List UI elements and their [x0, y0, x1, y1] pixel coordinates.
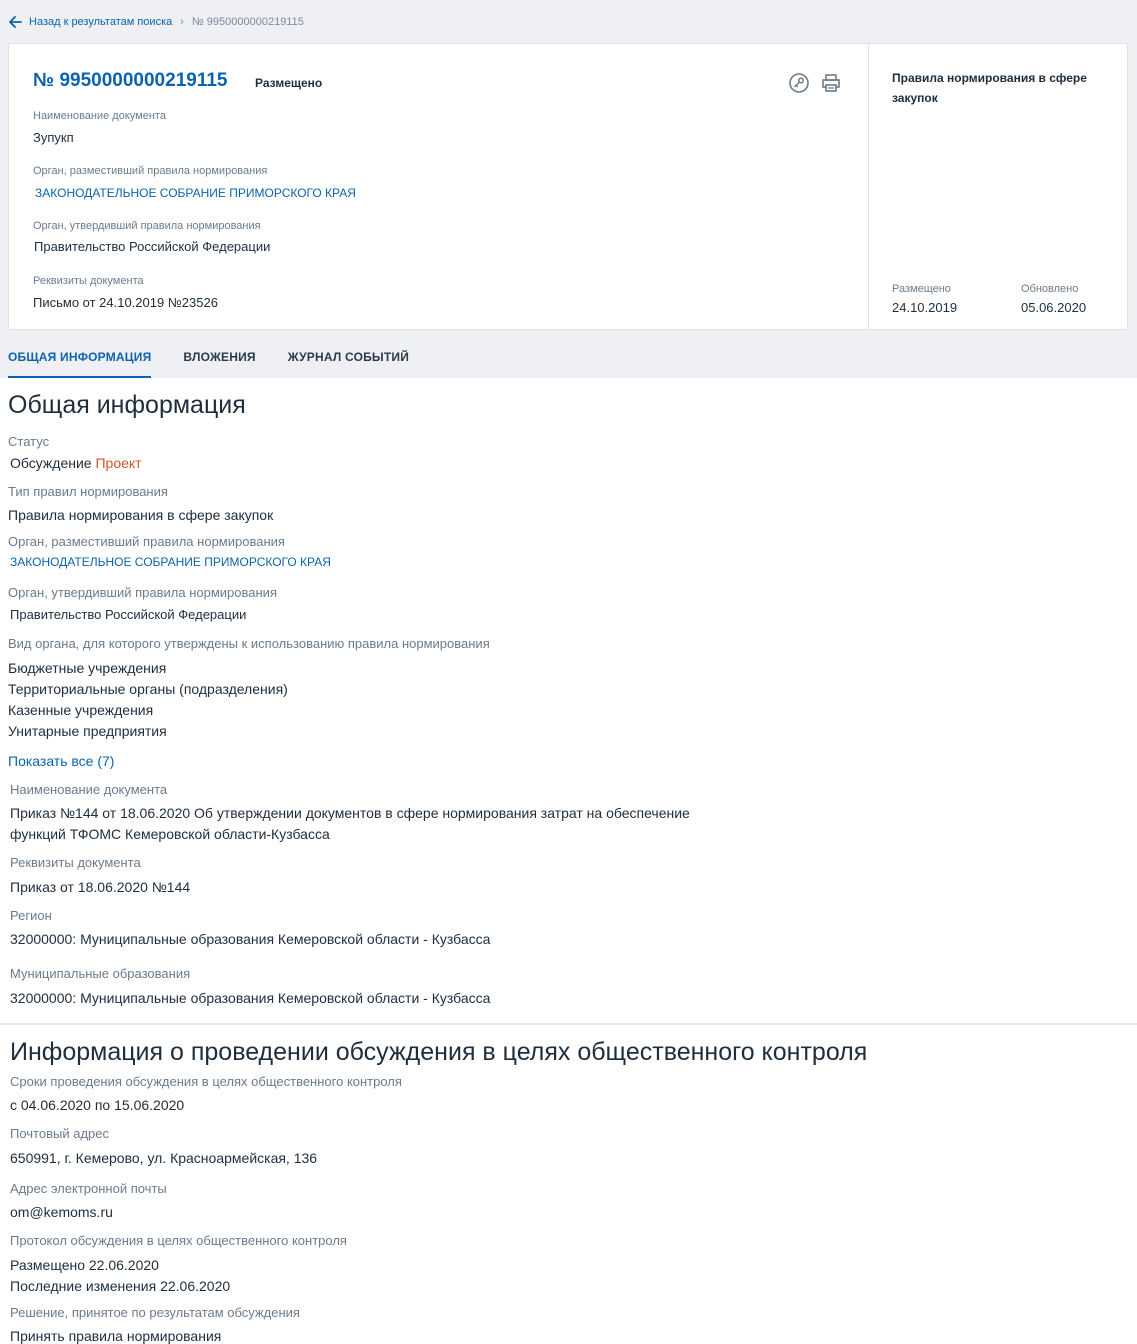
- updated-date-value: 05.06.2020: [1021, 300, 1087, 315]
- address-label: Почтовый адрес: [10, 1126, 109, 1141]
- decision-value: Принять правила нормирования: [10, 1328, 222, 1344]
- general-doc-name-value: [10, 803, 690, 845]
- document-number: № 9950000000219115: [33, 70, 228, 91]
- status-tag: Проект: [95, 455, 142, 471]
- rules-type-value: Правила нормирования в сфере закупок: [8, 507, 274, 523]
- status-label: Статус: [8, 434, 50, 449]
- document-card-side: [869, 44, 1127, 329]
- general-approved-by-value: Правительство Российской Федерации: [10, 607, 247, 622]
- municipal-label: Муниципальные образования: [10, 966, 191, 981]
- updated-date-label: Обновлено: [1021, 283, 1079, 295]
- municipal-value: 32000000: Муниципальные образования Кемеровской области - Кузбасса: [10, 990, 491, 1006]
- status-value: [10, 453, 142, 474]
- arrow-left-icon[interactable]: [8, 15, 22, 29]
- doc-name-line: функций ТФОМС Кемеровской области-Кузбасса: [10, 826, 330, 842]
- placed-by-label: Орган, разместивший правила нормирования: [33, 165, 268, 177]
- section-divider: [0, 1023, 1137, 1025]
- general-approved-by-label: Орган, утвердивший правила нормирования: [8, 585, 277, 600]
- list-item: Унитарные предприятия: [8, 723, 167, 739]
- placed-date-label: Размещено: [892, 283, 951, 295]
- back-to-results-link[interactable]: Назад к результатам поиска: [29, 16, 173, 28]
- general-info-title: Общая информация: [8, 391, 246, 419]
- document-card-main: [9, 44, 869, 329]
- breadcrumb: [8, 14, 304, 30]
- rules-type-label: Тип правил нормирования: [8, 484, 168, 499]
- tab-bar: [8, 340, 441, 378]
- protocol-value: [10, 1255, 230, 1297]
- period-value: с 04.06.2020 по 15.06.2020: [10, 1097, 185, 1113]
- decision-label: Решение, принятое по результатам обсуждения: [10, 1305, 300, 1320]
- placed-date-value: 24.10.2019: [892, 300, 958, 315]
- requisites-value: Письмо от 24.10.2019 №23526: [33, 295, 218, 310]
- status-text: Обсуждение: [10, 455, 92, 471]
- general-doc-name-label: Наименование документа: [10, 782, 168, 797]
- list-item: Казенные учреждения: [8, 702, 154, 718]
- breadcrumb-current: № 9950000000219115: [191, 16, 304, 28]
- document-status: Размещено: [255, 76, 323, 90]
- tab-general-info[interactable]: ОБЩАЯ ИНФОРМАЦИЯ: [8, 340, 151, 378]
- show-all-link[interactable]: Показать все (7): [8, 753, 115, 769]
- email-label: Адрес электронной почты: [10, 1181, 167, 1196]
- region-label: Регион: [10, 908, 52, 923]
- doc-name-label: Наименование документа: [33, 110, 166, 122]
- tab-event-log[interactable]: ЖУРНАЛ СОБЫТИЙ: [287, 350, 410, 364]
- doc-name-line: Приказ №144 от 18.06.2020 Об утверждении документов в сфере нормирования затрат на обеспечение: [10, 805, 690, 821]
- org-kind-list: [8, 658, 288, 742]
- protocol-label: Протокол обсуждения в целях общественного контроля: [10, 1233, 347, 1248]
- email-value: om@kemoms.ru: [10, 1204, 113, 1220]
- doc-name-value: Зупукп: [33, 130, 74, 145]
- discussion-title: Информация о проведении обсуждения в целях общественного контроля: [10, 1038, 868, 1066]
- document-card: [8, 43, 1128, 330]
- list-item: Бюджетные учреждения: [8, 660, 167, 676]
- general-requisites-value: Приказ от 18.06.2020 №144: [10, 879, 191, 895]
- tab-attachments[interactable]: ВЛОЖЕНИЯ: [183, 350, 256, 364]
- period-label: Сроки проведения обсуждения в целях общественного контроля: [10, 1074, 402, 1089]
- list-item: Территориальные органы (подразделения): [8, 681, 288, 697]
- address-value: 650991, г. Кемерово, ул. Красноармейская, 136: [10, 1150, 318, 1166]
- printer-icon[interactable]: [820, 72, 842, 94]
- general-placed-by-link[interactable]: ЗАКОНОДАТЕЛЬНОЕ СОБРАНИЕ ПРИМОРСКОГО КРАЯ: [10, 555, 331, 569]
- protocol-changed: Последние изменения 22.06.2020: [10, 1278, 231, 1294]
- requisites-label: Реквизиты документа: [33, 275, 144, 287]
- region-value: 32000000: Муниципальные образования Кемеровской области - Кузбасса: [10, 931, 491, 947]
- approved-by-label: Орган, утвердивший правила нормирования: [33, 220, 261, 232]
- org-kind-label: Вид органа, для которого утверждены к использованию правила нормирования: [8, 636, 490, 651]
- general-requisites-label: Реквизиты документа: [10, 855, 141, 870]
- general-placed-by-label: Орган, разместивший правила нормирования: [8, 534, 285, 549]
- approved-by-value: Правительство Российской Федерации: [34, 239, 271, 254]
- placed-by-link[interactable]: ЗАКОНОДАТЕЛЬНОЕ СОБРАНИЕ ПРИМОРСКОГО КРАЯ: [35, 186, 356, 200]
- key-icon[interactable]: [788, 72, 810, 94]
- protocol-placed: Размещено 22.06.2020: [10, 1257, 159, 1273]
- breadcrumb-separator: ›: [180, 16, 184, 28]
- rules-type-title: Правила нормирования в сфере закупок: [892, 71, 1087, 105]
